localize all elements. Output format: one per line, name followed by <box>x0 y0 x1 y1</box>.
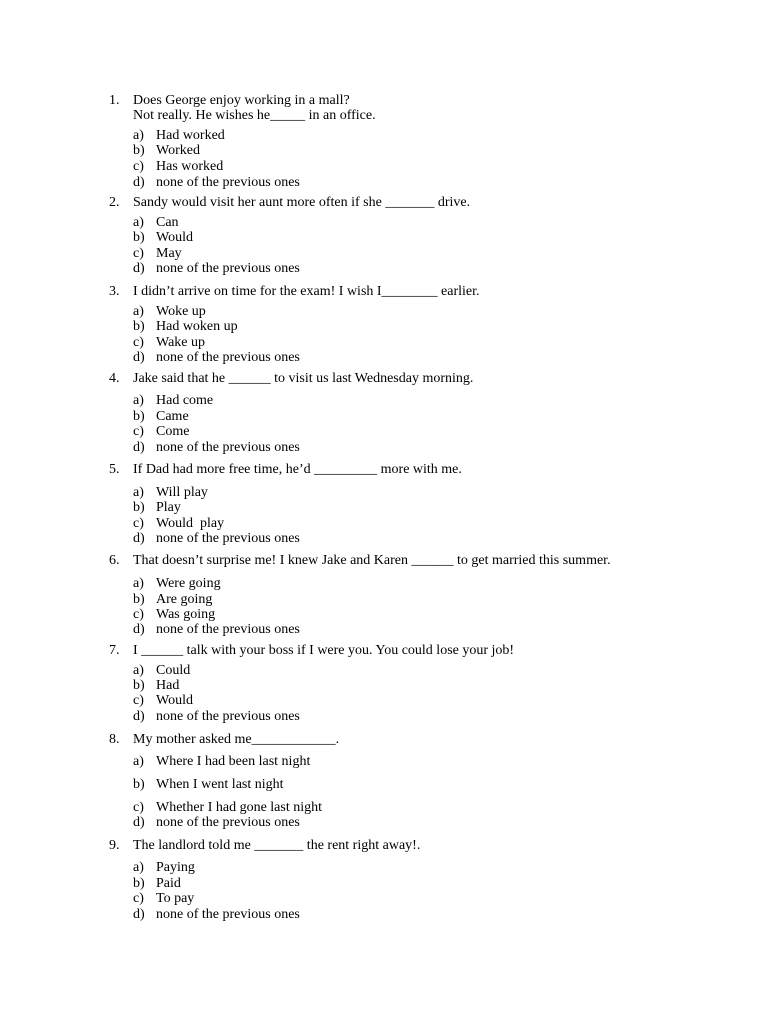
option-text: none of the previous ones <box>156 907 300 922</box>
option-text: Had <box>156 678 180 693</box>
option-letter: b) <box>133 409 145 424</box>
question-number: 9. <box>109 838 120 853</box>
option-text: Paying <box>156 860 195 875</box>
option-text: May <box>156 246 182 261</box>
option-text: Had woken up <box>156 319 238 334</box>
option-text: Will play <box>156 485 208 500</box>
option-text: Was going <box>156 607 216 622</box>
option-letter: b) <box>133 876 145 891</box>
option-letter: b) <box>133 500 145 515</box>
option-text: Can <box>156 215 179 230</box>
question-text: The landlord told me _______ the rent right away!. <box>133 838 421 853</box>
option-text: Were going <box>156 576 221 591</box>
option-text: none of the previous ones <box>156 440 300 455</box>
option-text: none of the previous ones <box>156 709 300 724</box>
option-text: Wake up <box>156 335 206 350</box>
question-text: Jake said that he ______ to visit us last Wednesday morning. <box>133 371 474 386</box>
option-letter: b) <box>133 143 145 158</box>
option-letter: b) <box>133 319 145 334</box>
option-text: Come <box>156 424 190 439</box>
option-text: Are going <box>156 592 213 607</box>
option-letter: d) <box>133 175 145 190</box>
question-text-continued: Not really. He wishes he_____ in an office. <box>133 108 376 123</box>
question-text: My mother asked me____________. <box>133 732 340 747</box>
option-letter: a) <box>133 128 144 143</box>
option-text: Could <box>156 663 191 678</box>
question-number: 8. <box>109 732 120 747</box>
option-text: Whether I had gone last night <box>156 800 323 815</box>
option-text: none of the previous ones <box>156 531 300 546</box>
option-text: Would play <box>156 516 225 531</box>
option-letter: c) <box>133 159 144 174</box>
option-letter: b) <box>133 678 145 693</box>
option-letter: c) <box>133 800 144 815</box>
option-letter: b) <box>133 777 145 792</box>
question-number: 7. <box>109 643 120 658</box>
option-letter: a) <box>133 215 144 230</box>
option-text: none of the previous ones <box>156 175 300 190</box>
option-text: When I went last night <box>156 777 284 792</box>
option-letter: a) <box>133 485 144 500</box>
option-letter: c) <box>133 891 144 906</box>
option-letter: d) <box>133 622 145 637</box>
option-text: Woke up <box>156 304 206 319</box>
question-number: 3. <box>109 284 120 299</box>
option-letter: c) <box>133 246 144 261</box>
option-text: Had worked <box>156 128 225 143</box>
option-letter: a) <box>133 576 144 591</box>
option-text: Paid <box>156 876 181 891</box>
option-letter: d) <box>133 709 145 724</box>
option-letter: d) <box>133 440 145 455</box>
option-letter: c) <box>133 607 144 622</box>
option-text: To pay <box>156 891 195 906</box>
option-letter: a) <box>133 304 144 319</box>
option-text: Play <box>156 500 181 515</box>
question-number: 1. <box>109 93 120 108</box>
option-text: Has worked <box>156 159 224 174</box>
question-text: That doesn’t surprise me! I knew Jake and Karen ______ to get married this summer. <box>133 553 611 568</box>
question-text: Does George enjoy working in a mall? <box>133 93 350 108</box>
question-text: I ______ talk with your boss if I were you. You could lose your job! <box>133 643 515 658</box>
option-letter: a) <box>133 754 144 769</box>
option-letter: d) <box>133 261 145 276</box>
question-number: 2. <box>109 195 120 210</box>
option-letter: c) <box>133 516 144 531</box>
option-letter: c) <box>133 335 144 350</box>
option-letter: a) <box>133 860 144 875</box>
question-text: I didn’t arrive on time for the exam! I wish I________ earlier. <box>133 284 480 299</box>
option-letter: a) <box>133 663 144 678</box>
option-letter: d) <box>133 350 145 365</box>
option-letter: c) <box>133 693 144 708</box>
option-letter: a) <box>133 393 144 408</box>
option-letter: d) <box>133 907 145 922</box>
option-letter: b) <box>133 592 145 607</box>
option-letter: d) <box>133 815 145 830</box>
question-number: 6. <box>109 553 120 568</box>
option-text: Would <box>156 230 193 245</box>
option-letter: b) <box>133 230 145 245</box>
option-text: none of the previous ones <box>156 350 300 365</box>
option-text: none of the previous ones <box>156 622 300 637</box>
option-text: none of the previous ones <box>156 261 300 276</box>
option-text: Worked <box>156 143 200 158</box>
option-letter: c) <box>133 424 144 439</box>
option-text: Had come <box>156 393 214 408</box>
question-number: 4. <box>109 371 120 386</box>
question-number: 5. <box>109 462 120 477</box>
option-text: none of the previous ones <box>156 815 300 830</box>
option-text: Where I had been last night <box>156 754 311 769</box>
option-letter: d) <box>133 531 145 546</box>
question-text: Sandy would visit her aunt more often if she _______ drive. <box>133 195 471 210</box>
option-text: Would <box>156 693 193 708</box>
option-text: Came <box>156 409 189 424</box>
question-text: If Dad had more free time, he’d _________ more with me. <box>133 462 462 477</box>
